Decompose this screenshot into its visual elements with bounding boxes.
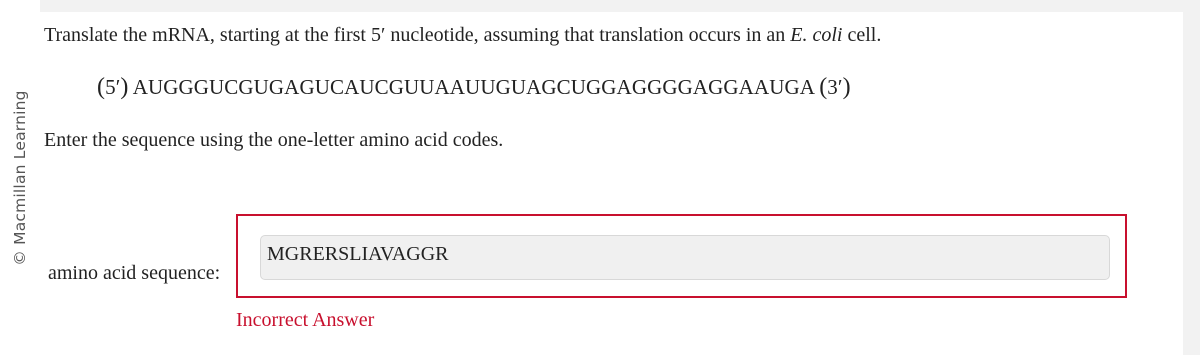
answer-label: amino acid sequence: xyxy=(48,262,221,284)
five-prime-label: 5′ xyxy=(105,75,121,99)
question-text xyxy=(44,22,881,48)
incorrect-answer-feedback: Incorrect Answer xyxy=(236,309,375,331)
paren-open: ( xyxy=(97,74,106,100)
watermark-strip xyxy=(0,0,40,355)
mrna-sequence xyxy=(97,74,851,100)
amino-acid-sequence-input[interactable] xyxy=(260,235,1110,280)
paren-close: ) xyxy=(120,74,129,100)
question-card xyxy=(40,12,1183,355)
answer-field-frame xyxy=(236,214,1127,298)
instruction-text: Enter the sequence using the one-letter amino acid codes. xyxy=(44,129,504,151)
paren-close-3: ) xyxy=(842,74,851,100)
organism-name: E. coli xyxy=(790,24,843,46)
paren-open-3: ( xyxy=(819,74,828,100)
three-prime-label: 3′ xyxy=(827,75,843,99)
question-text-after: cell. xyxy=(842,24,882,46)
copyright-watermark: © Macmillan Learning xyxy=(11,90,29,266)
sequence-bases: AUGGGUCGUGAGUCAUCGUUAAUUGUAGCUGGAGGGGAGGAAUGA xyxy=(132,75,814,99)
question-text-before: Translate the mRNA, starting at the first 5′ nucleotide, assuming that translation occurs in an xyxy=(44,24,791,46)
